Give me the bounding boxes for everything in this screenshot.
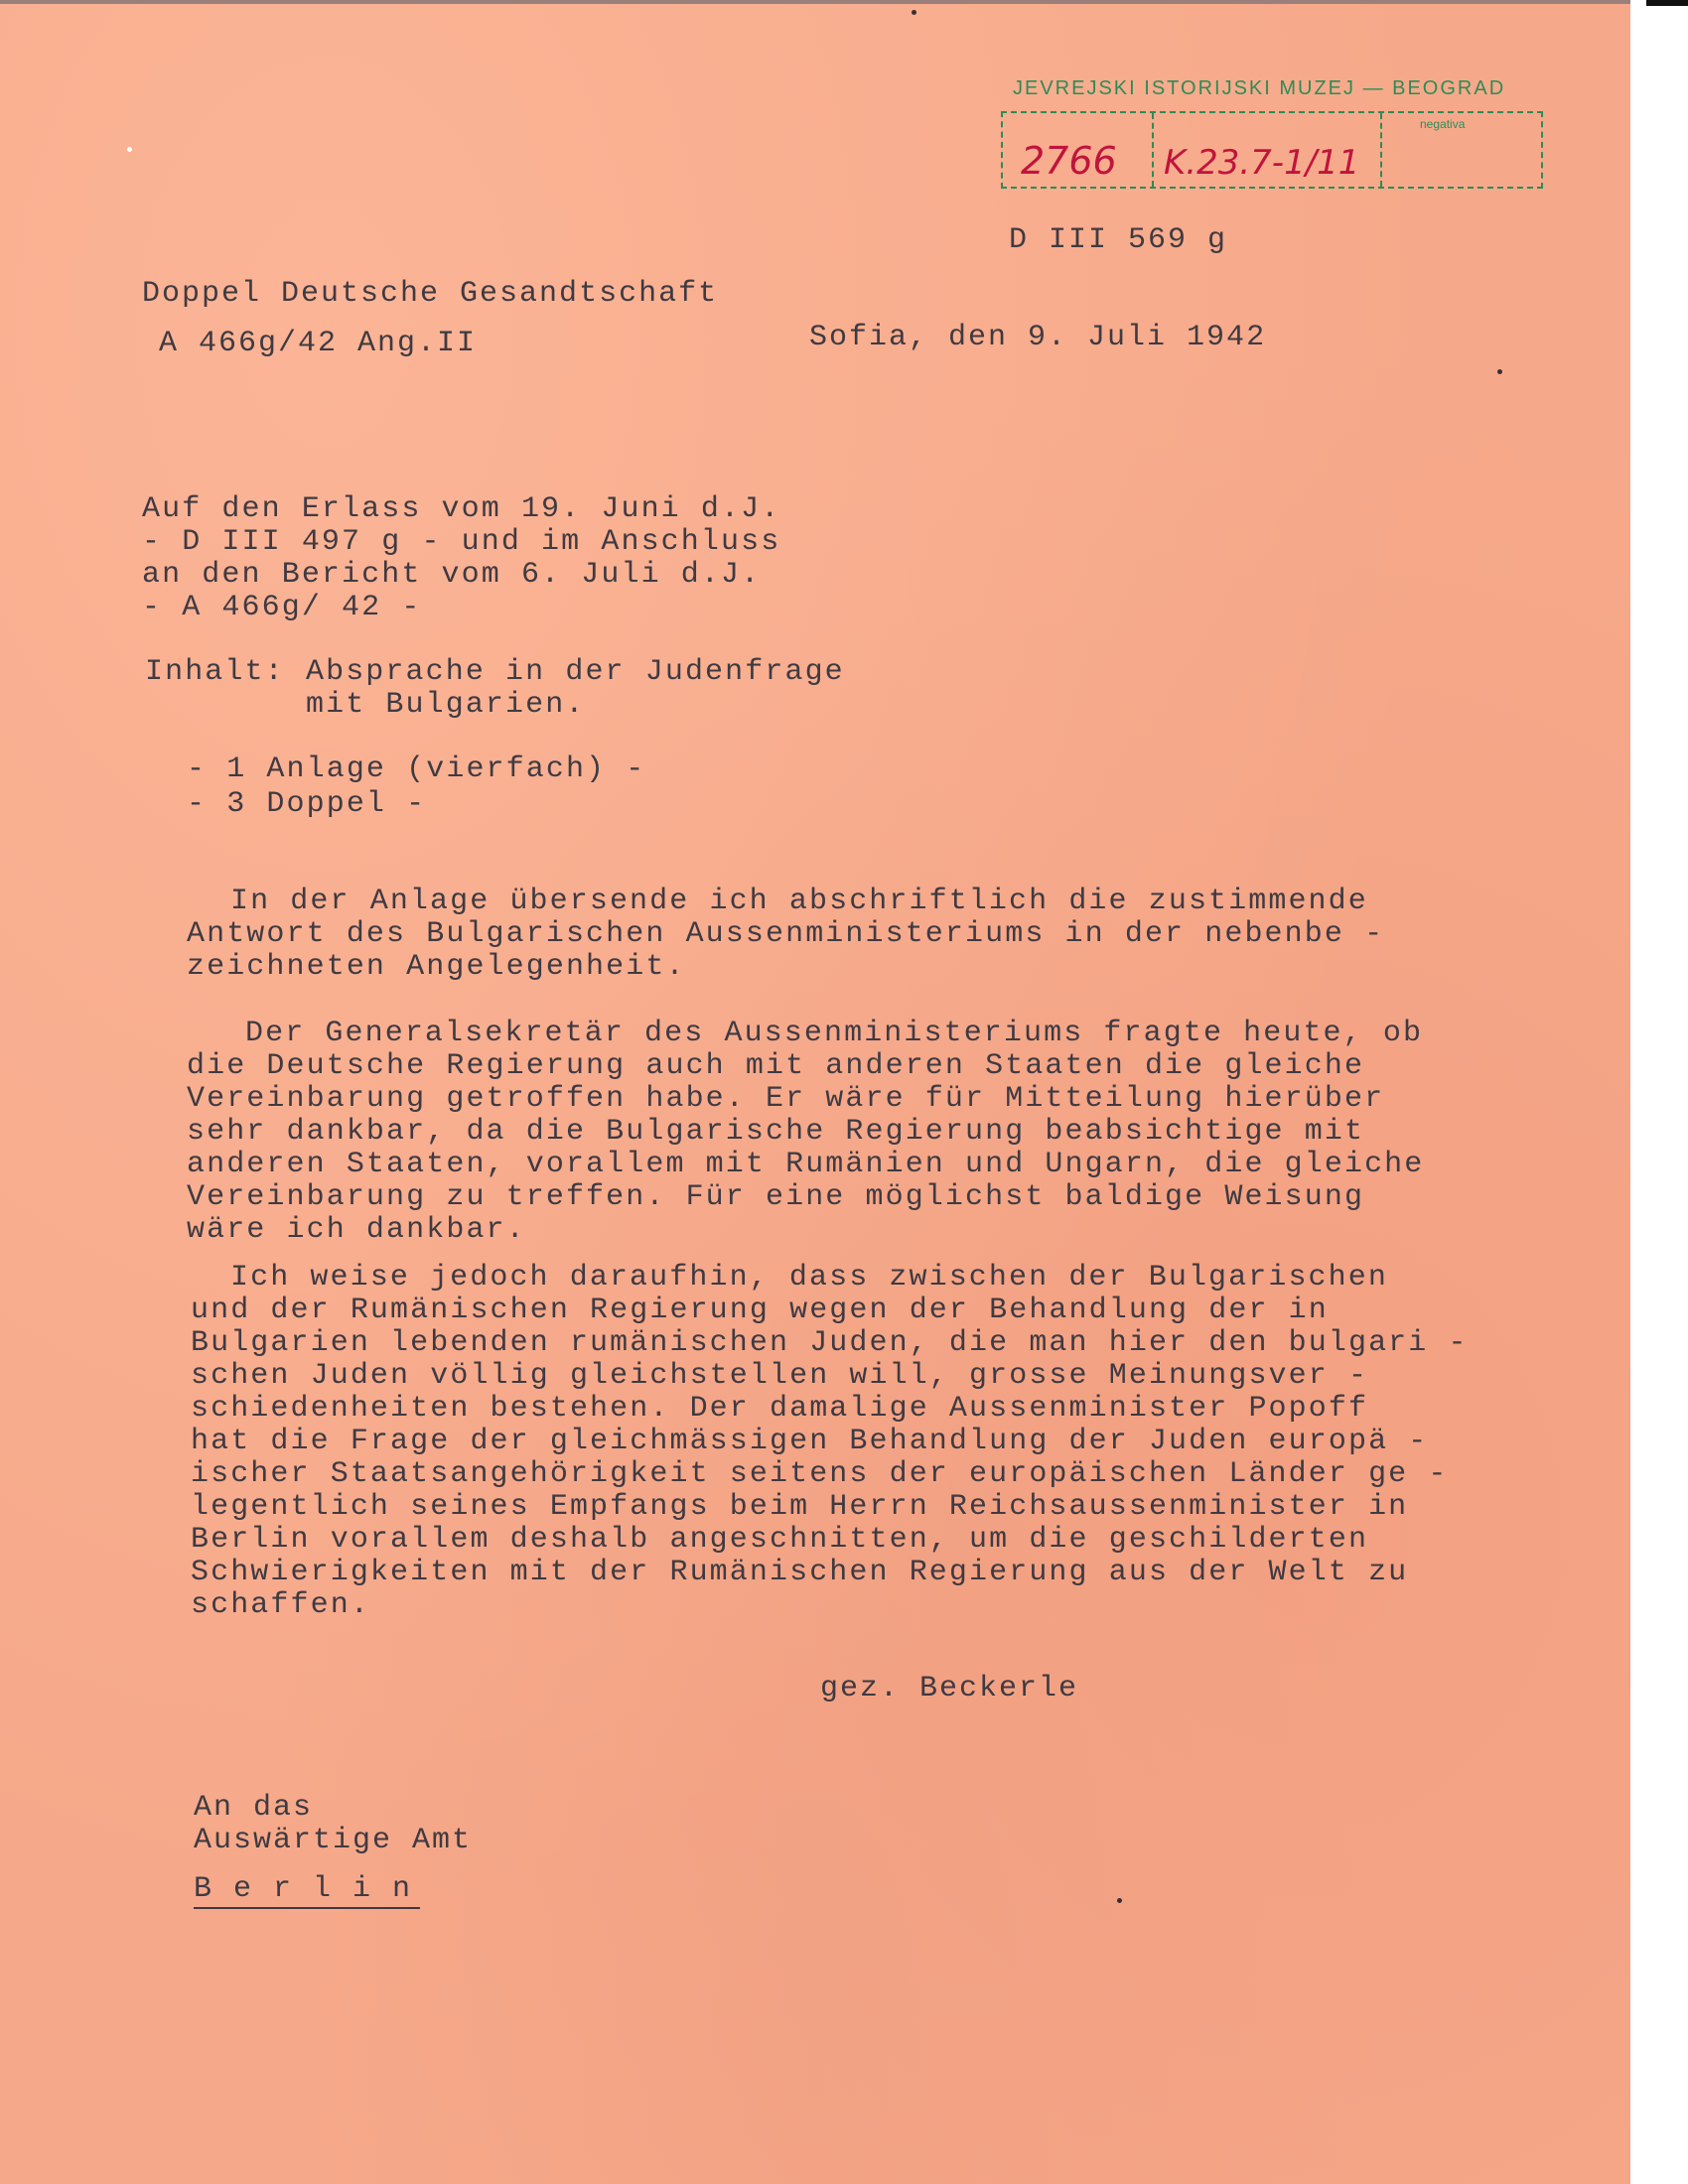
sender: Doppel Deutsche Gesandtschaft <box>142 277 719 311</box>
body-line: schen Juden völlig gleichstellen will, grosse Meinungsver - <box>191 1359 1369 1393</box>
paper-speck <box>127 147 132 152</box>
body-line: sehr dankbar, da die Bulgarische Regierung beabsichtige mit <box>187 1115 1365 1149</box>
body-line: hat die Frage der gleichmässigen Behandlung der Juden europä - <box>191 1425 1429 1458</box>
body-line: Vereinbarung zu treffen. Für eine möglichst baldige Weisung <box>187 1180 1365 1214</box>
body-line: schiedenheiten bestehen. Der damalige Aussenminister Popoff <box>191 1392 1369 1426</box>
enclosure-line: - 3 Doppel - <box>187 787 427 821</box>
body-line: Berlin vorallem deshalb angeschnitten, um die geschilderten <box>191 1523 1369 1557</box>
body-line: und der Rumänischen Regierung wegen der Behandlung der in <box>191 1294 1329 1327</box>
body-line: Antwort des Bulgarischen Aussenministeriums in der nebenbe - <box>187 917 1385 951</box>
body-line: ischer Staatsangehörigkeit seitens der europäischen Länder ge - <box>191 1457 1449 1491</box>
enclosure-line: - 1 Anlage (vierfach) - <box>187 752 646 786</box>
contents-line: Absprache in der Judenfrage <box>306 655 845 689</box>
stamp-divider <box>1152 113 1154 187</box>
stamp-field-label: negativa <box>1420 117 1466 131</box>
body-line: legentlich seines Empfangs beim Herrn Reichsaussenminister in <box>191 1490 1409 1524</box>
subject-line: an den Bericht vom 6. Juli d.J. <box>142 558 762 592</box>
paper-speck <box>1497 369 1502 374</box>
paper-speck <box>912 10 916 15</box>
scan-corner-mark <box>1646 0 1688 6</box>
body-line: anderen Staaten, vorallem mit Rumänien und Ungarn, die gleiche <box>187 1148 1425 1181</box>
stamp-handwritten-number: 2766 <box>1021 139 1117 183</box>
body-line: schaffen. <box>191 1588 370 1622</box>
body-line: wäre ich dankbar. <box>187 1213 526 1247</box>
addressee-line: An das <box>194 1791 314 1825</box>
contents-line: mit Bulgarien. <box>306 688 586 722</box>
place-date: Sofia, den 9. Juli 1942 <box>809 321 1267 354</box>
subject-line: - A 466g/ 42 - <box>142 591 422 624</box>
archive-stamp-title: JEVREJSKI ISTORIJSKI MUZEJ — BEOGRAD <box>1013 77 1506 99</box>
file-reference: D III 569 g <box>1009 223 1228 257</box>
city-underline <box>194 1907 420 1909</box>
contents-label: Inhalt: <box>145 655 285 689</box>
body-line: Vereinbarung getroffen habe. Er wäre für Mitteilung hierüber <box>187 1082 1385 1116</box>
body-line: Schwierigkeiten mit der Rumänischen Regierung aus der Welt zu <box>191 1556 1409 1589</box>
addressee-line: Auswärtige Amt <box>194 1824 473 1857</box>
body-line: zeichneten Angelegenheit. <box>187 950 686 984</box>
body-line: die Deutsche Regierung auch mit anderen Staaten die gleiche <box>187 1049 1365 1083</box>
subject-line: - D III 497 g - und im Anschluss <box>142 525 781 559</box>
stamp-divider <box>1380 113 1382 187</box>
reference-number: A 466g/42 Ang.II <box>159 327 478 360</box>
body-line: In der Anlage übersende ich abschriftlich die zustimmende <box>230 885 1368 918</box>
subject-line: Auf den Erlass vom 19. Juni d.J. <box>142 492 781 526</box>
top-edge <box>0 0 1630 4</box>
body-line: Der Generalsekretär des Aussenministeriums fragte heute, ob <box>245 1017 1424 1050</box>
body-line: Ich weise jedoch daraufhin, dass zwischen der Bulgarischen <box>230 1261 1388 1295</box>
body-line: Bulgarien lebenden rumänischen Juden, die man hier den bulgari - <box>191 1326 1469 1360</box>
stamp-handwritten-signature: K.23.7-1/11 <box>1164 143 1360 183</box>
paper-speck <box>1117 1898 1122 1903</box>
addressee-city: B e r l i n <box>194 1872 413 1906</box>
signature: gez. Beckerle <box>820 1672 1079 1706</box>
